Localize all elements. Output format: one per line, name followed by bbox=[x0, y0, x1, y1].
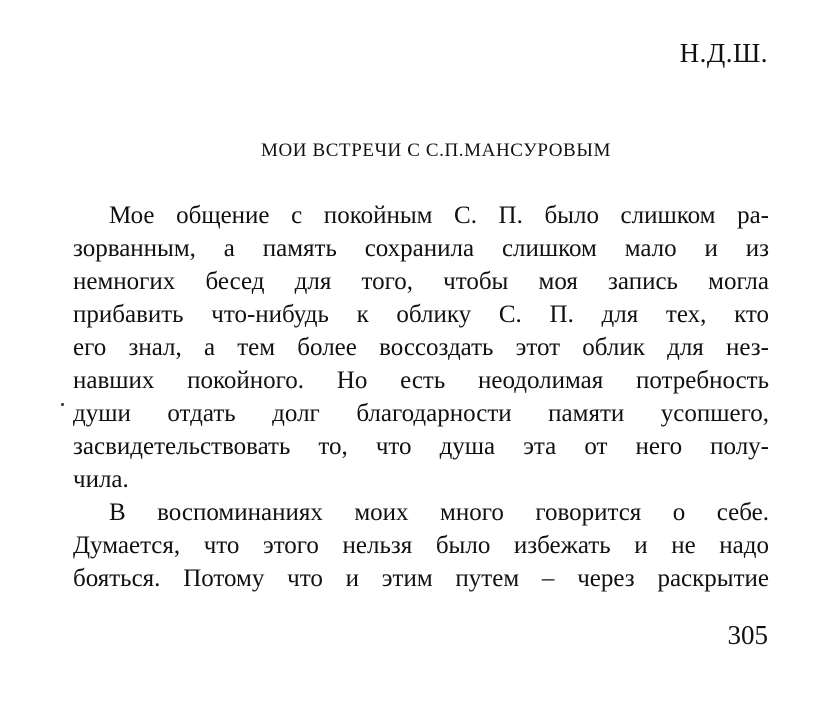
paragraph-1-line-4: прибавить что-нибудь к облику С. П. для тех, кто bbox=[73, 301, 769, 328]
paragraph-1-line-9: чила. bbox=[73, 466, 129, 493]
page-number: 305 bbox=[727, 620, 768, 650]
paragraph-2-line-3: бояться. Потому что и этим путем – через раскрытие bbox=[73, 565, 769, 592]
paragraph-1-line-5: его знал, а тем более воссоздать этот облик для нез- bbox=[73, 334, 769, 361]
paragraph-1-line-3: немногих бесед для того, чтобы моя запись могла bbox=[73, 268, 769, 295]
paragraph-1-line-1: Мое общение с покойным С. П. было слишком ра- bbox=[109, 202, 769, 229]
chapter-title: МОИ ВСТРЕЧИ С С.П.МАНСУРОВЫМ bbox=[260, 140, 611, 161]
paragraph-1-line-8: засвидетельствовать то, что душа эта от него полу- bbox=[73, 433, 769, 460]
paragraph-2-line-1: В воспоминаниях моих много говорится о себе. bbox=[109, 499, 769, 526]
paragraph-2-line-2: Думается, что этого нельзя было избежать и не надо bbox=[73, 532, 769, 559]
author-initials: Н.Д.Ш. bbox=[679, 38, 768, 68]
paragraph-1-line-6: навших покойного. Но есть неодолимая потребность bbox=[73, 367, 769, 394]
paragraph-1-line-7: души отдать долг благодарности памяти усопшего, bbox=[73, 400, 769, 427]
margin-mark bbox=[61, 403, 64, 406]
paragraph-1-line-2: зорванным, а память сохранила слишком мало и из bbox=[73, 235, 769, 262]
body-text bbox=[73, 199, 769, 595]
